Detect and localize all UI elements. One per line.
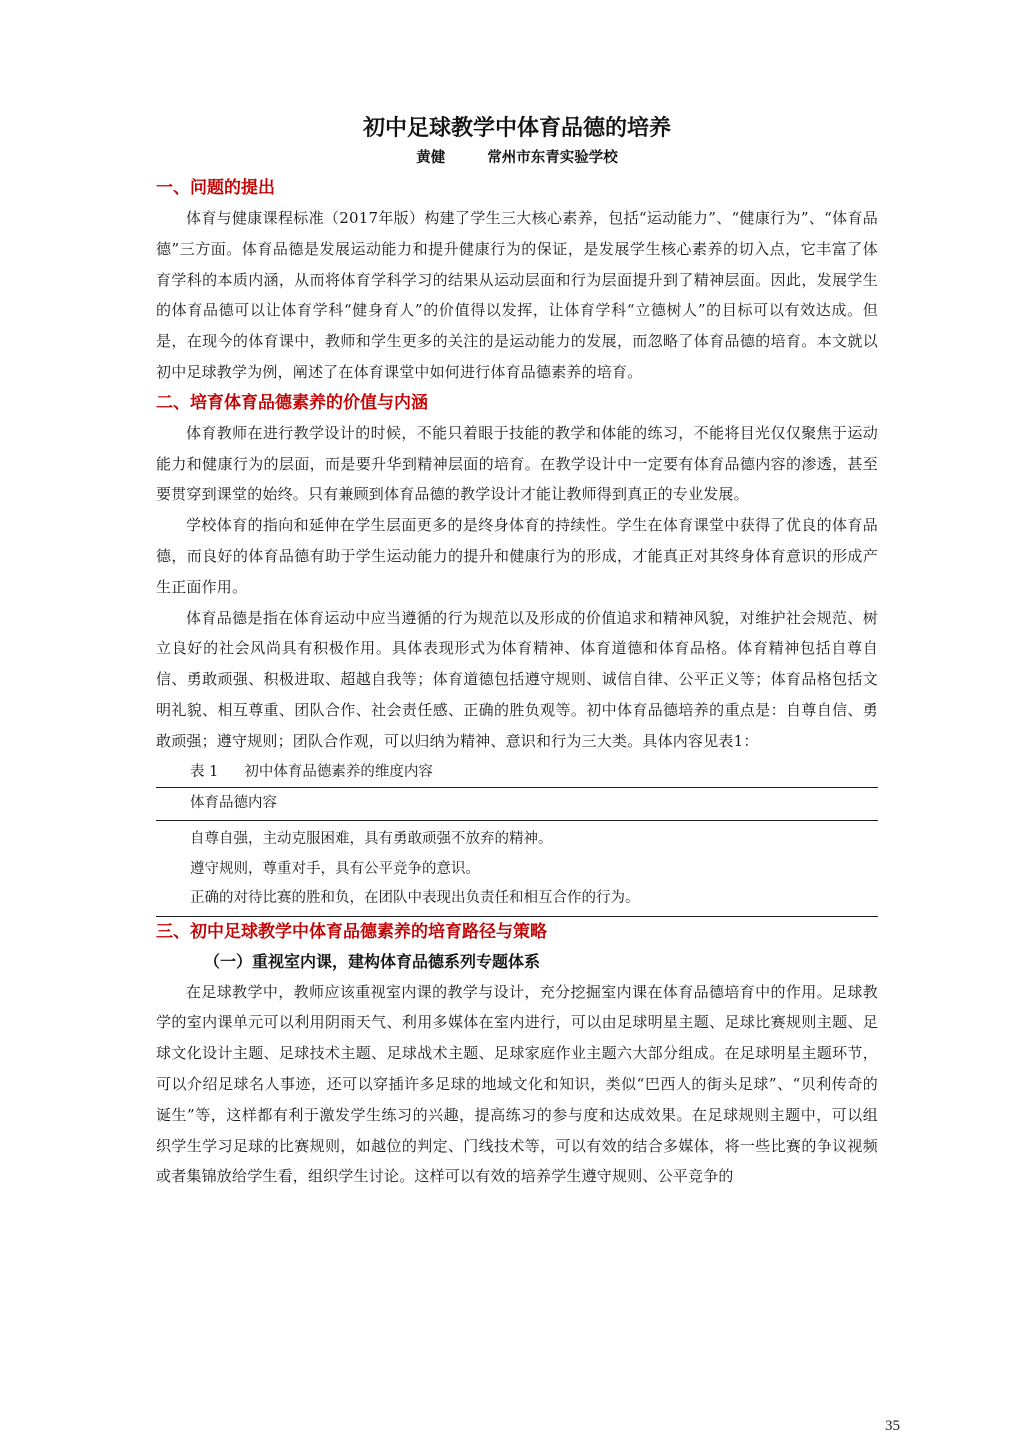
table-header <box>156 788 878 821</box>
paragraph: 学校体育的指向和延伸在学生层面更多的是终身体育的持续性。学生在体育课堂中获得了优良的体育品德，而良好的体育品德有助于学生运动能力的提升和健康行为的形成，才能真正对其终身体育意识的形成产生正面作用。 <box>156 516 878 596</box>
table-row: 自尊自强，主动克服困难，具有勇敢顽强不放弃的精神。 <box>190 831 553 848</box>
table-header-cell: 体育品德内容 <box>190 794 277 811</box>
author-line <box>156 146 878 170</box>
section-heading-1: 一、问题的提出 <box>156 178 275 198</box>
page-number: 35 <box>885 1418 900 1434</box>
section-heading-2: 二、培育体育品德素养的价值与内涵 <box>156 392 428 413</box>
table-caption <box>156 757 878 787</box>
section-heading-3: 三、初中足球教学中体育品德素养的培育路径与策略 <box>156 921 547 942</box>
paragraph: 体育与健康课程标准（2017年版）构建了学生三大核心素养，包括“运动能力”、“健康行为”、“体育品德”三方面。体育品德是发展运动能力和提升健康行为的保证，是发展学生核心素养的切入点，它丰富了体育学科的本质内涵，从而将体育学科学习的结果从运动层面和行为层面提升到了精神层面。因此，发展学生的体育品德可以让体育学科“健身育人”的价值得以发挥，让体育学科“立德树人”的目标可以有效达成。但是，在现今的体育课中，教师和学生更多的关注的是运动能力的发展，而忽略了体育品德的培育。本文就以初中足球教学为例，阐述了在体育课堂中如何进行体育品德素养的培育。 <box>156 209 878 381</box>
table-label: 表 1 <box>190 763 219 780</box>
author-name: 黄健 <box>416 150 446 166</box>
paragraph: 体育教师在进行教学设计的时候，不能只着眼于技能的教学和体能的练习，不能将目光仅仅聚焦于运动能力和健康行为的层面，而是要升华到精神层面的培育。在教学设计中一定要有体育品德内容的渗透，甚至要贯穿到课堂的始终。只有兼顾到体育品德的教学设计才能让教师得到真正的专业发展。 <box>156 423 878 504</box>
subsection-heading: （一）重视室内课，建构体育品德系列专题体系 <box>204 951 541 971</box>
paragraph: 体育品德是指在体育运动中应当遵循的行为规范以及形成的价值追求和精神风貌，对维护社会规范、树立良好的社会风尚具有积极作用。具体表现形式为体育精神、体育道德和体育品格。体育精神包括自尊自信、勇敢顽强、积极进取、超越自我等；体育道德包括遵守规则、诚信自律、公平正义等；体育品格包括文明礼貌、相互尊重、团队合作、社会责任感、正确的胜负观等。初中体育品德培养的重点是：自尊自信、勇敢顽强；遵守规则；团队合作观，可以归纳为精神、意识和行为三大类。具体内容见表1： <box>156 608 878 750</box>
table-caption-text: 初中体育品德素养的维度内容 <box>244 763 433 780</box>
table-row: 正确的对待比赛的胜和负，在团队中表现出负责任和相互合作的行为。 <box>190 890 640 907</box>
table-body <box>156 821 878 916</box>
author-affiliation: 常州市东青实验学校 <box>487 150 618 166</box>
table-row: 遵守规则，尊重对手，具有公平竞争的意识。 <box>190 860 480 877</box>
paragraph: 在足球教学中，教师应该重视室内课的教学与设计，充分挖掘室内课在体育品德培育中的作用。足球教学的室内课单元可以利用阴雨天气、利用多媒体在室内进行，可以由足球明星主题、足球比赛规则主题、足球文化设计主题、足球技术主题、足球战术主题、足球家庭作业主题六大部分组成。在足球明星主题环节，可以介绍足球名人事迹，还可以穿插许多足球的地域文化和知识，类似“巴西人的街头足球”、“贝利传奇的诞生”等，这样都有利于激发学生练习的兴趣，提高练习的参与度和达成效果。在足球规则主题中，可以组织学生学习足球的比赛规则，如越位的判定、门线技术等，可以有效的结合多媒体，将一些比赛的争议视频或者集锦放给学生看，组织学生讨论。这样可以有效的培养学生遵守规则、公平竞争的 <box>156 982 878 1186</box>
article-title: 初中足球教学中体育品德的培养 <box>362 116 671 141</box>
document-page <box>156 112 878 1192</box>
